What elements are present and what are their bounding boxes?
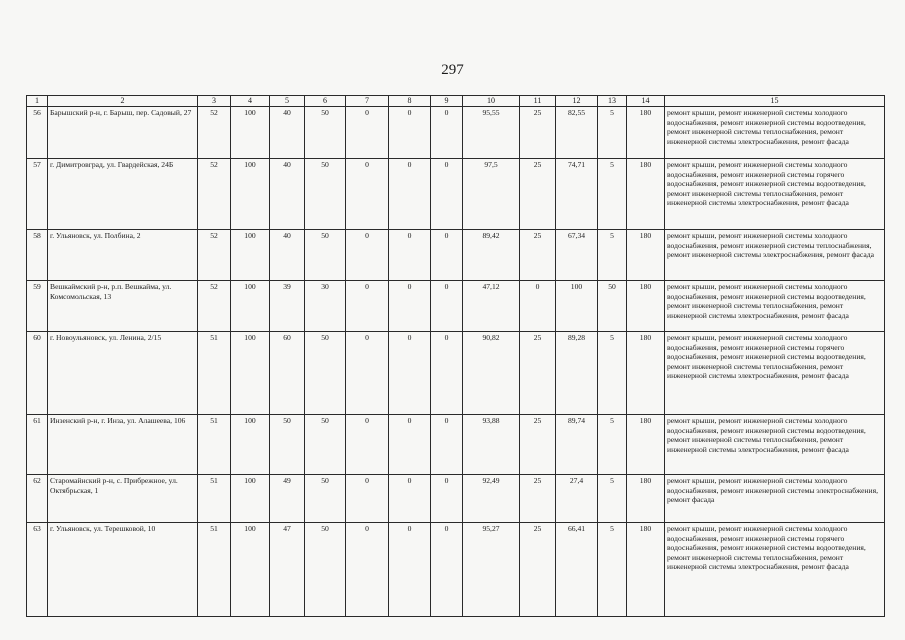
- value-cell: 95,55: [463, 107, 520, 159]
- row-number: 60: [27, 332, 48, 415]
- value-cell: 5: [598, 332, 627, 415]
- column-header: 7: [346, 96, 389, 107]
- value-cell: 89,28: [556, 332, 598, 415]
- value-cell: 89,74: [556, 415, 598, 475]
- value-cell: 0: [389, 415, 431, 475]
- value-cell: 40: [270, 230, 305, 281]
- value-cell: 51: [198, 332, 231, 415]
- column-header: 1: [27, 96, 48, 107]
- value-cell: 0: [389, 475, 431, 523]
- row-number: 58: [27, 230, 48, 281]
- value-cell: 0: [431, 415, 463, 475]
- value-cell: 27,4: [556, 475, 598, 523]
- value-cell: 74,71: [556, 159, 598, 230]
- column-header: 15: [665, 96, 885, 107]
- value-cell: 50: [305, 107, 346, 159]
- row-number: 62: [27, 475, 48, 523]
- value-cell: 0: [346, 230, 389, 281]
- value-cell: 100: [231, 159, 270, 230]
- column-header: 5: [270, 96, 305, 107]
- value-cell: 0: [389, 281, 431, 332]
- value-cell: 5: [598, 475, 627, 523]
- column-header: 14: [627, 96, 665, 107]
- table-row: [27, 332, 885, 415]
- works-cell: ремонт крыши, ремонт инженерной системы холодного водоснабжения, ремонт инженерной системы горячего водоснабжения, ремонт инженерной системы водоотведения, ремонт инженерной системы теплоснабжения, ремонт инженерной системы электроснабжения, ремонт фасада: [665, 332, 885, 415]
- column-header: 12: [556, 96, 598, 107]
- address-cell: Старомайнский р-н, с. Прибрежное, ул. Октябрьская, 1: [48, 475, 198, 523]
- value-cell: 0: [346, 107, 389, 159]
- column-header: 9: [431, 96, 463, 107]
- value-cell: 0: [346, 281, 389, 332]
- column-header: 11: [520, 96, 556, 107]
- value-cell: 25: [520, 159, 556, 230]
- value-cell: 180: [627, 475, 665, 523]
- value-cell: 47: [270, 523, 305, 617]
- value-cell: 50: [598, 281, 627, 332]
- table-row: [27, 523, 885, 617]
- address-cell: Барышский р-н, г. Барыш, пер. Садовый, 27: [48, 107, 198, 159]
- value-cell: 0: [389, 159, 431, 230]
- value-cell: 180: [627, 159, 665, 230]
- value-cell: 100: [231, 332, 270, 415]
- address-cell: г. Новоульяновск, ул. Ленина, 2/15: [48, 332, 198, 415]
- value-cell: 25: [520, 332, 556, 415]
- value-cell: 25: [520, 107, 556, 159]
- column-header: 4: [231, 96, 270, 107]
- works-cell: ремонт крыши, ремонт инженерной системы холодного водоснабжения, ремонт инженерной системы горячего водоснабжения, ремонт инженерной системы водоотведения, ремонт инженерной системы теплоснабжения, ремонт инженерной системы электроснабжения, ремонт фасада: [665, 159, 885, 230]
- table-row: [27, 475, 885, 523]
- value-cell: 5: [598, 159, 627, 230]
- value-cell: 180: [627, 523, 665, 617]
- value-cell: 52: [198, 107, 231, 159]
- value-cell: 25: [520, 475, 556, 523]
- value-cell: 82,55: [556, 107, 598, 159]
- works-cell: ремонт крыши, ремонт инженерной системы холодного водоснабжения, ремонт инженерной системы горячего водоснабжения, ремонт инженерной системы водоотведения, ремонт инженерной системы теплоснабжения, ремонт инженерной системы электроснабжения, ремонт фасада: [665, 523, 885, 617]
- value-cell: 5: [598, 415, 627, 475]
- works-cell: ремонт крыши, ремонт инженерной системы холодного водоснабжения, ремонт инженерной системы водоотведения, ремонт инженерной системы теплоснабжения, ремонт инженерной системы электроснабжения, ремонт фасада: [665, 415, 885, 475]
- value-cell: 0: [346, 415, 389, 475]
- value-cell: 50: [305, 230, 346, 281]
- works-cell: ремонт крыши, ремонт инженерной системы холодного водоснабжения, ремонт инженерной системы водоотведения, ремонт инженерной системы теплоснабжения, ремонт инженерной системы электроснабжения, ремонт фасада: [665, 281, 885, 332]
- value-cell: 30: [305, 281, 346, 332]
- value-cell: 5: [598, 523, 627, 617]
- value-cell: 52: [198, 159, 231, 230]
- value-cell: 39: [270, 281, 305, 332]
- value-cell: 89,42: [463, 230, 520, 281]
- column-header: 2: [48, 96, 198, 107]
- works-cell: ремонт крыши, ремонт инженерной системы холодного водоснабжения, ремонт инженерной системы водоотведения, ремонт инженерной системы теплоснабжения, ремонт инженерной системы электроснабжения, ремонт фасада: [665, 107, 885, 159]
- value-cell: 180: [627, 281, 665, 332]
- row-number: 61: [27, 415, 48, 475]
- works-cell: ремонт крыши, ремонт инженерной системы холодного водоснабжения, ремонт инженерной системы электроснабжения, ремонт фасада: [665, 475, 885, 523]
- value-cell: 50: [305, 159, 346, 230]
- value-cell: 49: [270, 475, 305, 523]
- value-cell: 50: [305, 415, 346, 475]
- value-cell: 52: [198, 281, 231, 332]
- value-cell: 93,88: [463, 415, 520, 475]
- table-row: [27, 107, 885, 159]
- value-cell: 100: [231, 107, 270, 159]
- value-cell: 60: [270, 332, 305, 415]
- value-cell: 25: [520, 523, 556, 617]
- value-cell: 100: [231, 475, 270, 523]
- value-cell: 0: [346, 475, 389, 523]
- row-number: 59: [27, 281, 48, 332]
- value-cell: 92,49: [463, 475, 520, 523]
- value-cell: 0: [346, 523, 389, 617]
- repair-table: [26, 95, 885, 617]
- value-cell: 47,12: [463, 281, 520, 332]
- row-number: 57: [27, 159, 48, 230]
- value-cell: 100: [231, 281, 270, 332]
- value-cell: 40: [270, 159, 305, 230]
- column-header: 13: [598, 96, 627, 107]
- value-cell: 50: [270, 415, 305, 475]
- value-cell: 90,82: [463, 332, 520, 415]
- value-cell: 97,5: [463, 159, 520, 230]
- value-cell: 0: [389, 523, 431, 617]
- value-cell: 0: [431, 332, 463, 415]
- value-cell: 0: [389, 230, 431, 281]
- value-cell: 51: [198, 415, 231, 475]
- value-cell: 25: [520, 230, 556, 281]
- value-cell: 0: [431, 523, 463, 617]
- value-cell: 52: [198, 230, 231, 281]
- value-cell: 180: [627, 230, 665, 281]
- value-cell: 0: [431, 230, 463, 281]
- value-cell: 25: [520, 415, 556, 475]
- column-header: 8: [389, 96, 431, 107]
- value-cell: 95,27: [463, 523, 520, 617]
- table-row: [27, 159, 885, 230]
- address-cell: г. Димитровград, ул. Гвардейская, 24Б: [48, 159, 198, 230]
- row-number: 63: [27, 523, 48, 617]
- value-cell: 180: [627, 415, 665, 475]
- address-cell: Инзенский р-н, г. Инза, ул. Алашеева, 106: [48, 415, 198, 475]
- works-cell: ремонт крыши, ремонт инженерной системы холодного водоснабжения, ремонт инженерной системы теплоснабжения, ремонт инженерной системы электроснабжения, ремонт фасада: [665, 230, 885, 281]
- value-cell: 100: [231, 230, 270, 281]
- value-cell: 50: [305, 475, 346, 523]
- value-cell: 50: [305, 332, 346, 415]
- value-cell: 0: [431, 281, 463, 332]
- value-cell: 0: [346, 159, 389, 230]
- value-cell: 180: [627, 332, 665, 415]
- column-header: 6: [305, 96, 346, 107]
- address-cell: г. Ульяновск, ул. Полбина, 2: [48, 230, 198, 281]
- value-cell: 5: [598, 230, 627, 281]
- value-cell: 0: [389, 107, 431, 159]
- value-cell: 51: [198, 523, 231, 617]
- value-cell: 100: [231, 523, 270, 617]
- address-cell: Вешкаймский р-н, р.п. Вешкайма, ул. Комсомольская, 13: [48, 281, 198, 332]
- header-row: [27, 96, 885, 107]
- value-cell: 0: [431, 475, 463, 523]
- table-row: [27, 230, 885, 281]
- value-cell: 67,34: [556, 230, 598, 281]
- value-cell: 100: [231, 415, 270, 475]
- value-cell: 51: [198, 475, 231, 523]
- value-cell: 0: [520, 281, 556, 332]
- value-cell: 50: [305, 523, 346, 617]
- value-cell: 66,41: [556, 523, 598, 617]
- value-cell: 0: [389, 332, 431, 415]
- table-row: [27, 415, 885, 475]
- value-cell: 100: [556, 281, 598, 332]
- page-number: 297: [441, 62, 464, 78]
- value-cell: 180: [627, 107, 665, 159]
- column-header: 10: [463, 96, 520, 107]
- column-header: 3: [198, 96, 231, 107]
- value-cell: 0: [431, 107, 463, 159]
- value-cell: 0: [431, 159, 463, 230]
- value-cell: 0: [346, 332, 389, 415]
- row-number: 56: [27, 107, 48, 159]
- address-cell: г. Ульяновск, ул. Терешковой, 10: [48, 523, 198, 617]
- value-cell: 40: [270, 107, 305, 159]
- value-cell: 5: [598, 107, 627, 159]
- table-row: [27, 281, 885, 332]
